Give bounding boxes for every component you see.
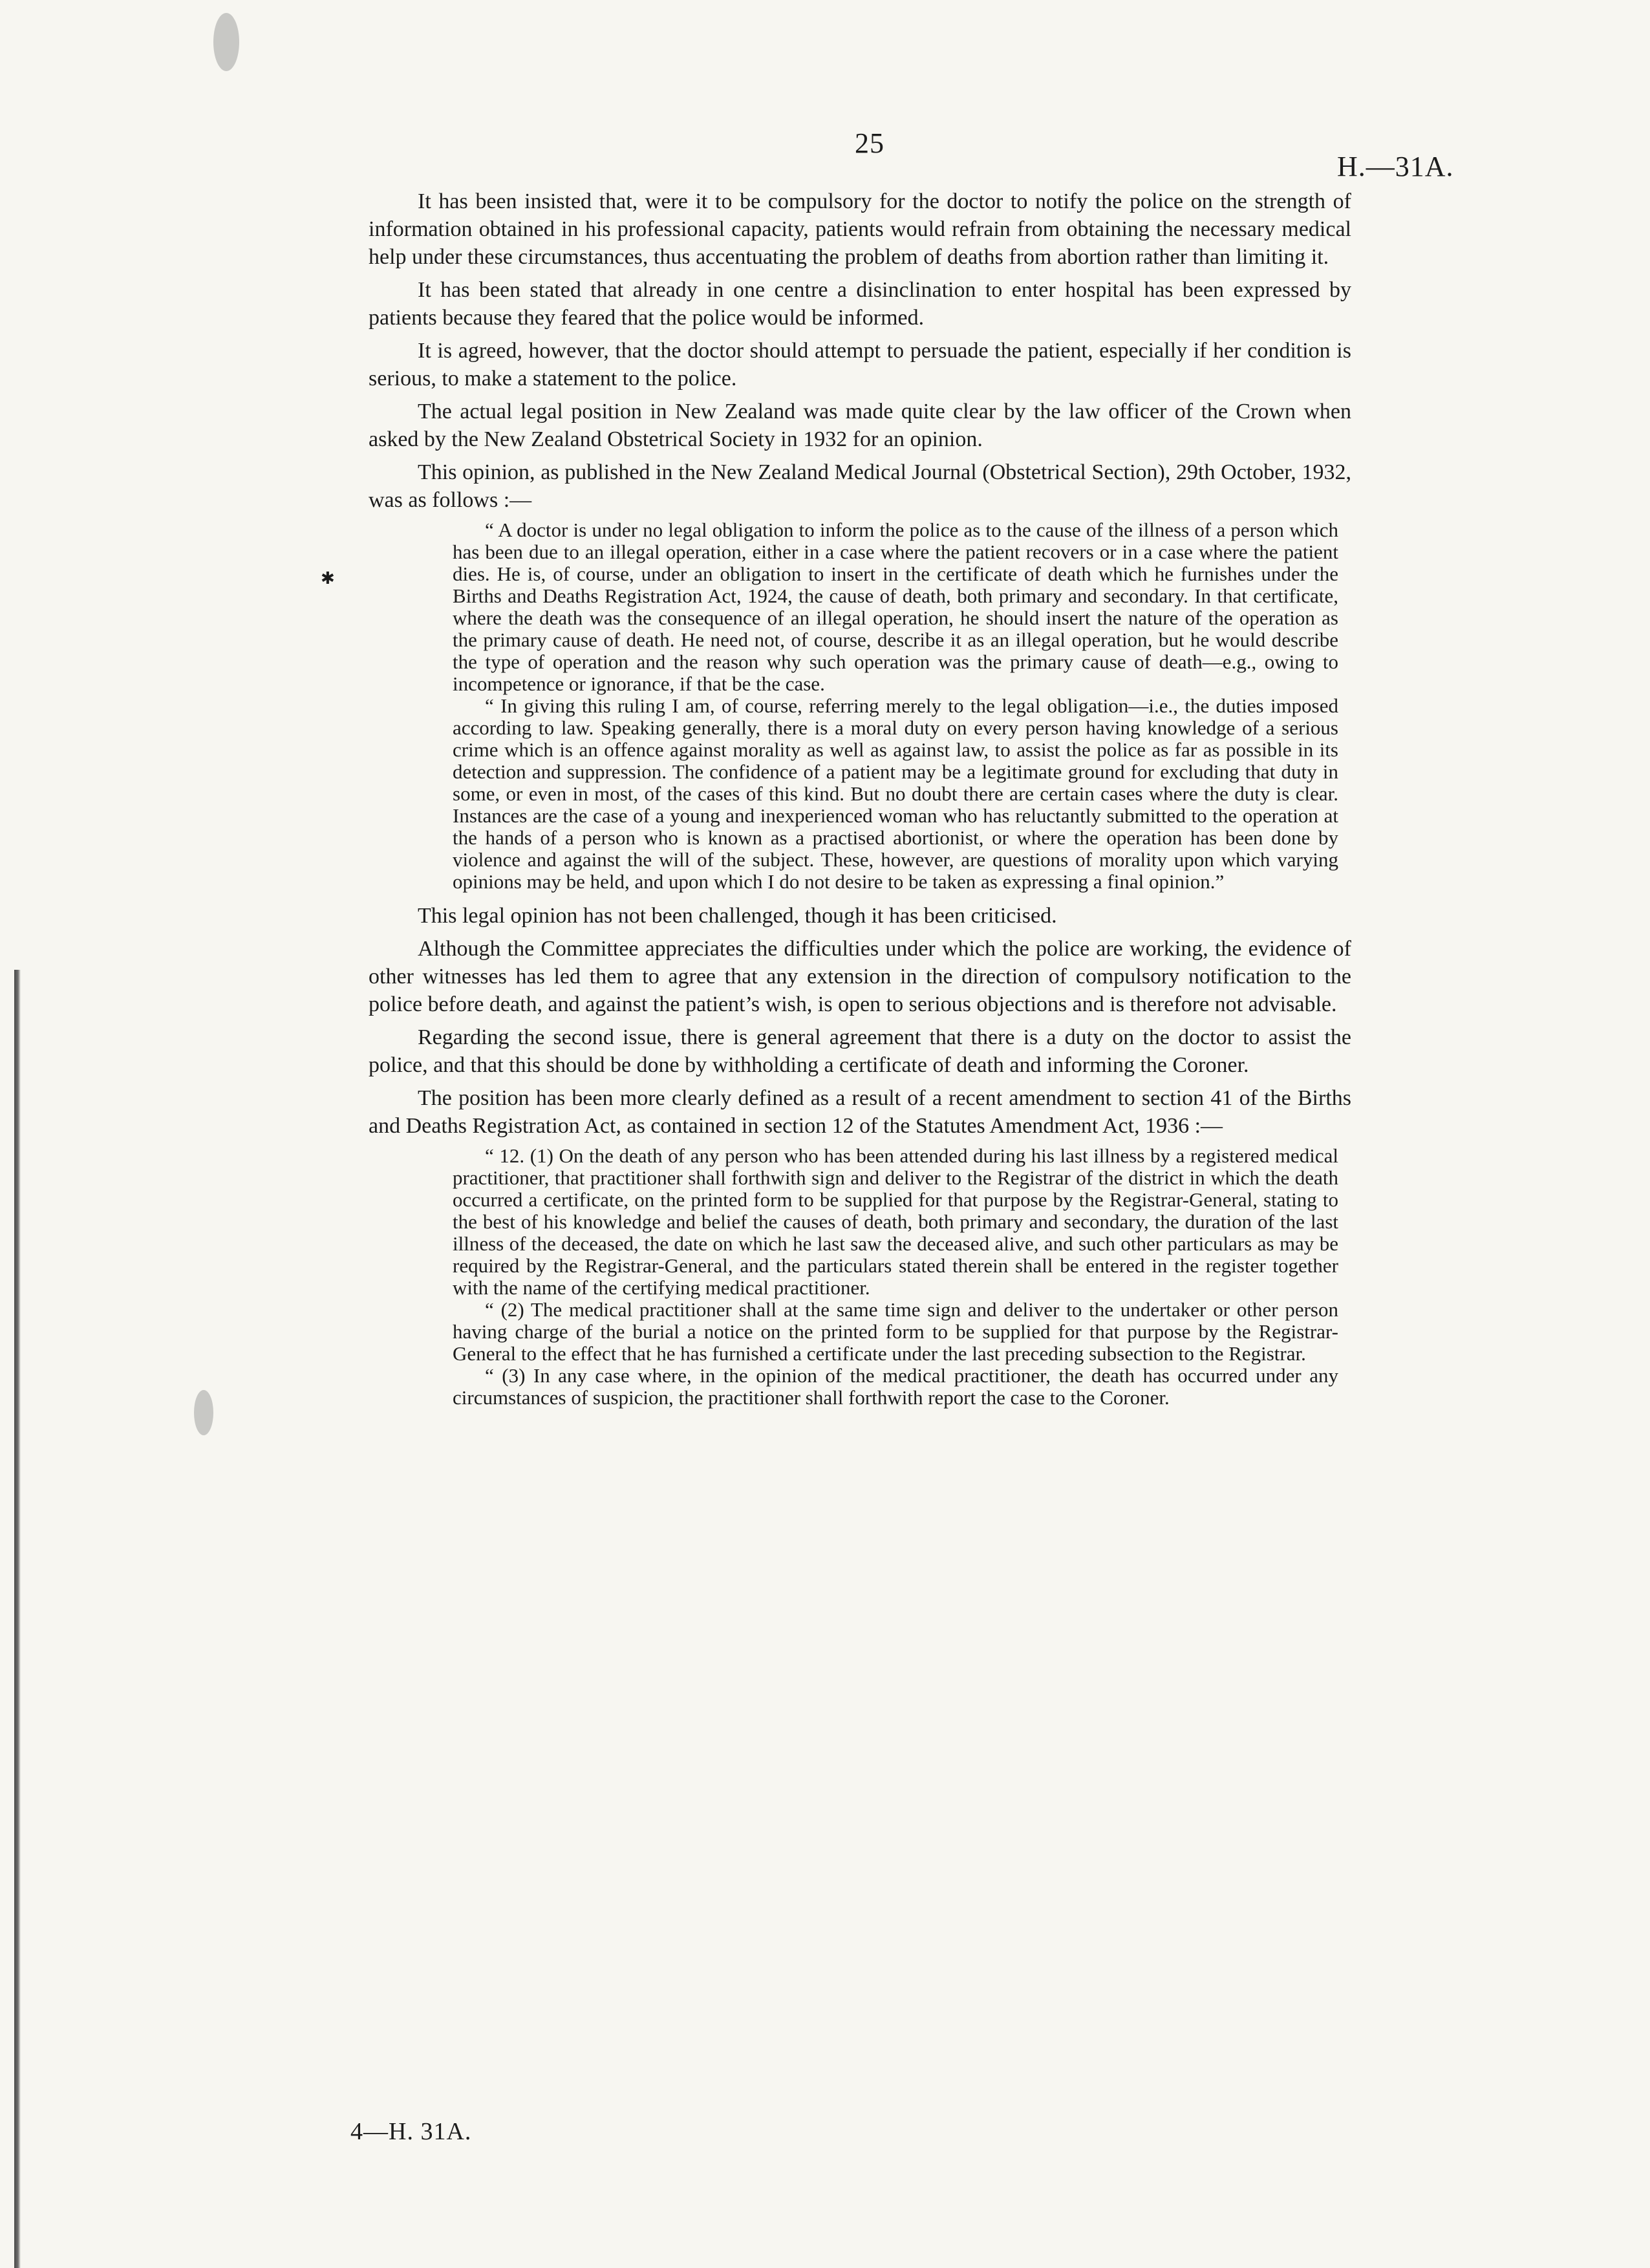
- statute-quote: [369, 1145, 1351, 1409]
- paragraph: Although the Committee appreciates the difficulties under which the police are working, the evidence of other witnesses has led them to agree that any extension in the direction of compulsory notification to the police before death, and against the patient’s wish, is open to serious objections and is therefore not advisable.: [369, 937, 1351, 1016]
- paragraph: The actual legal position in New Zealand was made quite clear by the law officer of the Crown when asked by the New Zealand Obstetrical Society in 1932 for an opinion.: [369, 400, 1351, 451]
- paragraph: It is agreed, however, that the doctor should attempt to persuade the patient, especially if her condition is serious, to make a statement to the police.: [369, 339, 1351, 390]
- document-body: [369, 187, 1351, 1418]
- paragraph: It has been insisted that, were it to be compulsory for the doctor to notify the police on the strength of information obtained in his professional capacity, patients would refrain from obtaining the necessary medical help under these circumstances, thus accentuating the problem of deaths from abortion rather than limiting it.: [369, 189, 1351, 269]
- scan-speck: [213, 13, 239, 71]
- legal-opinion-quote: [369, 519, 1351, 893]
- quote-paragraph: “ (3) In any case where, in the opinion of the medical practitioner, the death has occurred under any circumstances of suspicion, the practitioner shall forthwith report the case to the Coroner.: [453, 1364, 1338, 1409]
- document-reference: H.—31A.: [1337, 151, 1454, 182]
- scan-binding-shadow: [14, 970, 21, 2268]
- quote-paragraph: “ In giving this ruling I am, of course, referring merely to the legal obligation—i.e., the duties imposed according to law. Speaking generally, there is a moral duty on every person having knowledge of a serious crime which is an offence against morality as well as against law, to assist the police as far as possible in its detection and suppression. The confidence of a patient may be a legitimate ground for excluding that duty in some, or even in most, of the cases of this kind. But no doubt there are certain cases where the duty is clear. Instances are the case of a young and inexperienced woman who has reluctantly submitted to the operation at the hands of a person who is known as a practised abortionist, or where the operation has been done by violence and against the will of the subject. These, however, are questions of morality upon which varying opinions may be held, and upon which I do not desire to be taken as expressing a final opinion.”: [453, 694, 1338, 893]
- quote-paragraph: “ 12. (1) On the death of any person who has been attended during his last illness by a registered medical practitioner, that practitioner shall forthwith sign and deliver to the Registrar of the district in which the death occurred a certificate, on the printed form to be supplied for that purpose by the Registrar-General, stating to the best of his knowledge and belief the causes of death, both primary and secondary, the duration of the last illness of the deceased, the date on which he last saw the deceased alive, and such other particulars as may be required by the Registrar-General, and the particulars stated therein shall be entered in the register together with the name of the certifying medical practitioner.: [453, 1144, 1338, 1299]
- quote-paragraph: “ A doctor is under no legal obligation to inform the police as to the cause of the illness of a person which has been due to an illegal operation, either in a case where the patient recovers or in a case where the patient dies. He is, of course, under an obligation to insert in the certificate of death which he furnishes under the Births and Deaths Registration Act, 1924, the cause of death, both primary and secondary. In that certificate, where the death was the consequence of an illegal operation, he should insert the nature of the operation as the primary cause of death. He need not, of course, describe it as an illegal operation, but he would describe the type of operation and the reason why such operation was the primary cause of death—e.g., owing to incompetence or ignorance, if that be the case.: [453, 519, 1338, 695]
- scan-speck: [194, 1390, 213, 1435]
- margin-mark-icon: ✱: [321, 569, 335, 588]
- page-number: 25: [855, 127, 884, 159]
- signature-mark: 4—H. 31A.: [350, 2118, 472, 2145]
- paragraph: It has been stated that already in one centre a disinclination to enter hospital has been expressed by patients because they feared that the police would be informed.: [369, 278, 1351, 330]
- paragraph: This opinion, as published in the New Zealand Medical Journal (Obstetrical Section), 29th October, 1932, was as follows :—: [369, 460, 1351, 512]
- quote-paragraph: “ (2) The medical practitioner shall at the same time sign and deliver to the undertaker or other person having charge of the burial a notice on the printed form to be supplied for that purpose by the Registrar-General to the effect that he has furnished a certificate under the last preceding subsection to the Registrar.: [453, 1298, 1338, 1365]
- paragraph: The position has been more clearly defined as a result of a recent amendment to section 41 of the Births and Deaths Registration Act, as contained in section 12 of the Statutes Amendment Act, 1936 :—: [369, 1086, 1351, 1138]
- paragraph: Regarding the second issue, there is general agreement that there is a duty on the doctor to assist the police, and that this should be done by withholding a certificate of death and informing the Coroner.: [369, 1025, 1351, 1077]
- paragraph: This legal opinion has not been challenged, though it has been criticised.: [418, 904, 1057, 928]
